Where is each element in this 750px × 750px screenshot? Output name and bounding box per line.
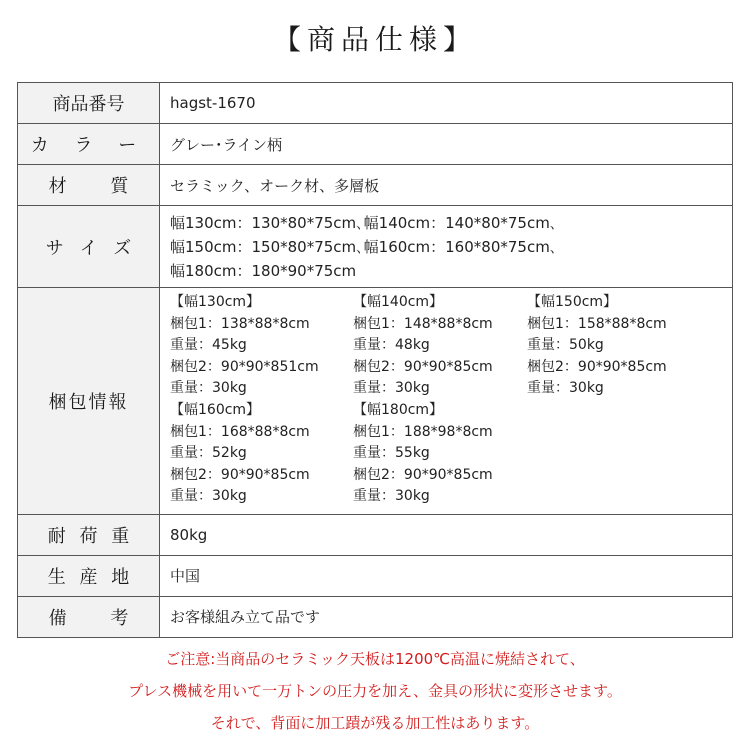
value-material: セラミック、オーク材、多層板 xyxy=(160,165,733,206)
row-remarks xyxy=(18,596,733,637)
label-origin: 生 産 地 xyxy=(18,555,160,596)
row-packing xyxy=(18,288,733,515)
value-origin: 中国 xyxy=(160,555,733,596)
row-size xyxy=(18,206,733,288)
label-load: 耐 荷 重 xyxy=(18,514,160,555)
pack-block-130: 【幅130cm】 梱包1：138*88*8cm 重量：45kg 梱包2：90*90*851cm 重量：30kg xyxy=(170,294,319,397)
value-product-number: hagst-1670 xyxy=(160,83,733,124)
value-packing xyxy=(160,288,733,515)
size-line: 幅180cm：180*90*75cm xyxy=(170,261,357,280)
row-origin xyxy=(18,555,733,596)
page-title: 【商品仕様】 xyxy=(272,23,477,56)
value-remarks: お客様組み立て品です xyxy=(160,596,733,637)
caution-note-line: ご注意:当商品のセラミック天板は1200℃高温に焼結されて、 xyxy=(165,650,585,668)
size-line: 幅150cm：150*80*75cm､幅160cm：160*80*75cm､ xyxy=(170,237,558,256)
spec-table xyxy=(17,82,733,638)
label-size: サ イ ズ xyxy=(18,206,160,288)
label-remarks: 備 考 xyxy=(18,596,160,637)
label-color: カ ラ ー xyxy=(18,124,160,165)
pack-block-180: 【幅180cm】 梱包1：188*98*8cm 重量：55kg 梱包2：90*90*85cm 重量：30kg xyxy=(353,401,493,505)
row-product-number xyxy=(18,83,733,124)
row-load xyxy=(18,514,733,555)
label-material: 材 質 xyxy=(18,165,160,206)
pack-block-160: 【幅160cm】 梱包1：168*88*8cm 重量：52kg 梱包2：90*90*85cm 重量：30kg xyxy=(170,401,310,505)
value-color: グレー･ライン柄 xyxy=(160,124,733,165)
label-packing: 梱包情報 xyxy=(18,288,160,515)
label-product-number: 商品番号 xyxy=(18,83,160,124)
row-color xyxy=(18,124,733,165)
row-material xyxy=(18,165,733,206)
caution-note-line: プレス機械を用いて一万トンの圧力を加え、金具の形状に変形させます。 xyxy=(128,682,622,700)
size-line: 幅130cm：130*80*75cm､幅140cm：140*80*75cm､ xyxy=(170,213,558,232)
pack-block-140: 【幅140cm】 梱包1：148*88*8cm 重量：48kg 梱包2：90*90*85cm 重量：30kg xyxy=(353,294,493,397)
pack-block-150: 【幅150cm】 梱包1：158*88*8cm 重量：50kg 梱包2：90*90*85cm 重量：30kg xyxy=(527,294,667,397)
caution-note-line: それで、背面に加工蹟が残る加工性はあります。 xyxy=(210,714,540,732)
value-load: 80kg xyxy=(160,514,733,555)
value-size xyxy=(160,206,733,288)
